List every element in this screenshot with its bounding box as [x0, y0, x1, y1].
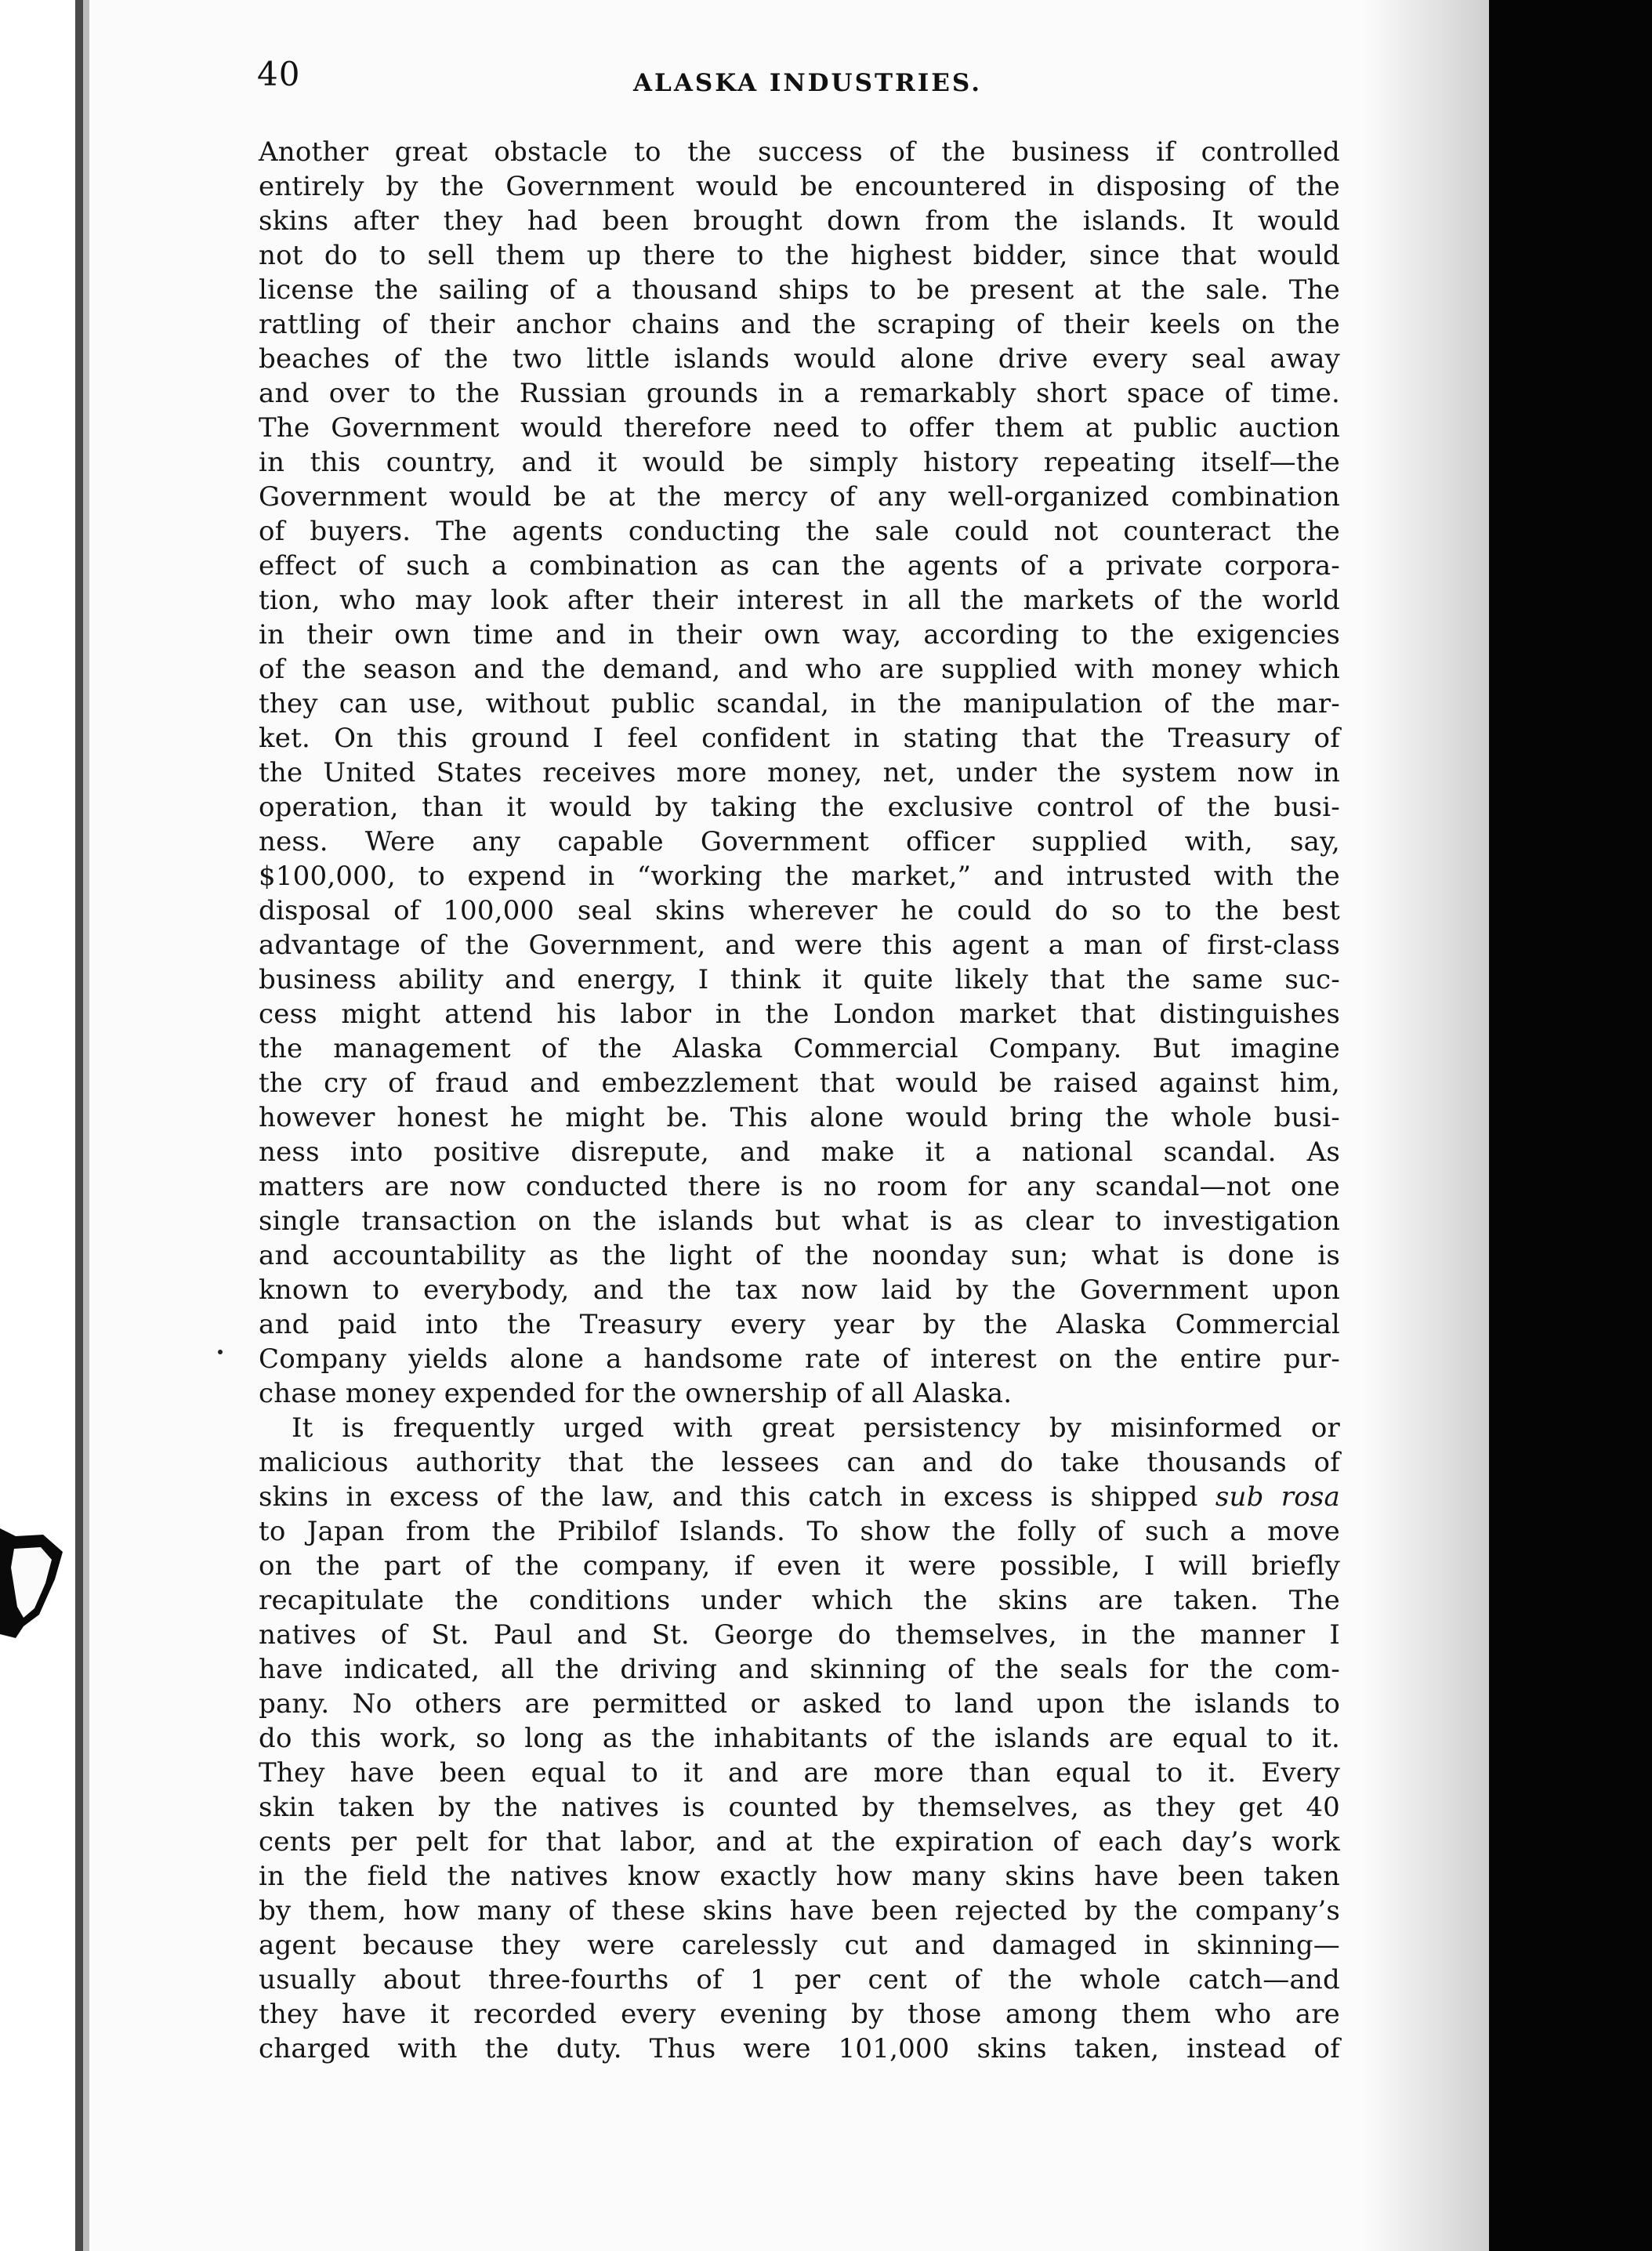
text-line: business ability and energy, I think it quite likely that the same suc-	[259, 964, 1340, 995]
text-line: known to everybody, and the tax now laid by the Government upon	[259, 1274, 1340, 1306]
text-line: Another great obstacle to the success of the business if controlled	[259, 136, 1340, 168]
text-line: skins after they had been brought down from the islands. It would	[259, 205, 1340, 237]
text-line: effect of such a combination as can the agents of a private corpora-	[259, 550, 1340, 582]
page-number: 40	[257, 55, 301, 93]
text-line: have indicated, all the driving and skinning of the seals for the com-	[259, 1654, 1340, 1685]
text-line: matters are now conducted there is no room for any scandal—not one	[259, 1171, 1340, 1202]
text-line: license the sailing of a thousand ships to be present at the sale. The	[259, 274, 1340, 306]
text-line: the United States receives more money, net, under the system now in	[259, 757, 1340, 788]
text-line: It is frequently urged with great persistency by misinformed or	[292, 1412, 1340, 1444]
text-line: to Japan from the Pribilof Islands. To show the folly of such a move	[259, 1516, 1340, 1547]
text-line: advantage of the Government, and were this agent a man of first-class	[259, 930, 1340, 961]
text-line: tion, who may look after their interest in all the markets of the world	[259, 585, 1340, 616]
text-line: single transaction on the islands but what is as clear to investigation	[259, 1205, 1340, 1237]
paragraph-1	[259, 135, 1340, 1411]
text-line: in their own time and in their own way, according to the exigencies	[259, 619, 1340, 651]
text-line: $100,000, to expend in “working the market,” and intrusted with the	[259, 861, 1340, 892]
text-line: ness. Were any capable Government officer supplied with, say,	[259, 826, 1340, 857]
text-line: the cry of fraud and embezzlement that would be raised against him,	[259, 1068, 1340, 1099]
text-line: malicious authority that the lessees can and do take thousands of	[259, 1447, 1340, 1478]
text-line: entirely by the Government would be encountered in disposing of the	[259, 171, 1340, 202]
text-line: operation, than it would by taking the exclusive control of the busi-	[259, 792, 1340, 823]
text-line: natives of St. Paul and St. George do themselves, in the manner I	[259, 1619, 1340, 1651]
text-line: they can use, without public scandal, in the manipulation of the mar-	[259, 688, 1340, 720]
text-line: in the field the natives know exactly how many skins have been taken	[259, 1861, 1340, 1892]
scan-border-right	[1489, 0, 1652, 2251]
text-line: on the part of the company, if even it were possible, I will briefly	[259, 1550, 1340, 1582]
text-line: and paid into the Treasury every year by the Alaska Commercial	[259, 1309, 1340, 1340]
text-line: not do to sell them up there to the highest bidder, since that would	[259, 240, 1340, 271]
scan-edge-left-soft	[83, 0, 89, 2251]
text-line: however honest he might be. This alone would bring the whole busi-	[259, 1102, 1340, 1133]
text-line: agent because they were carelessly cut and damaged in skinning—	[259, 1930, 1340, 1961]
page-shadow	[1364, 0, 1489, 2251]
text-line: cess might attend his labor in the London market that distinguishes	[259, 999, 1340, 1030]
paragraph-2	[259, 1411, 1340, 2066]
text-line: disposal of 100,000 seal skins wherever he could do so to the best	[259, 895, 1340, 926]
text-line: in this country, and it would be simply history repeating itself—the	[259, 447, 1340, 478]
text-line: cents per pelt for that labor, and at the expiration of each day’s work	[259, 1826, 1340, 1858]
text-line: of buyers. The agents conducting the sale could not counteract the	[259, 516, 1340, 547]
scan-edge-left	[75, 0, 83, 2251]
margin-dot	[218, 1350, 223, 1354]
body-text	[259, 135, 1340, 2066]
text-line: the management of the Alaska Commercial Company. But imagine	[259, 1033, 1340, 1064]
text-line: Company yields alone a handsome rate of interest on the entire pur-	[259, 1343, 1340, 1375]
text-line: They have been equal to it and are more than equal to it. Every	[259, 1757, 1340, 1789]
text-line: and over to the Russian grounds in a remarkably short space of time.	[259, 378, 1340, 409]
text-line: rattling of their anchor chains and the scraping of their keels on the	[259, 309, 1340, 340]
text-line: beaches of the two little islands would alone drive every seal away	[259, 343, 1340, 375]
text-line: of the season and the demand, and who are supplied with money which	[259, 654, 1340, 685]
text-line: ket. On this ground I feel confident in stating that the Treasury of	[259, 723, 1340, 754]
text-line: The Government would therefore need to offer them at public auction	[259, 412, 1340, 444]
text-line: do this work, so long as the inhabitants of the islands are equal to it.	[259, 1723, 1340, 1754]
margin-bracket-mark	[0, 1521, 71, 1646]
text-line: and accountability as the light of the noonday sun; what is done is	[259, 1240, 1340, 1271]
text-line: recapitulate the conditions under which the skins are taken. The	[259, 1585, 1340, 1616]
text-line: skins in excess of the law, and this catch in excess is shipped sub rosa	[259, 1481, 1340, 1513]
text-line: skin taken by the natives is counted by themselves, as they get 40	[259, 1792, 1340, 1823]
text-line: charged with the duty. Thus were 101,000 skins taken, instead of	[259, 2033, 1340, 2064]
italic-phrase: sub rosa	[1215, 1481, 1340, 1513]
text-line: Government would be at the mercy of any well-organized combination	[259, 481, 1340, 513]
text-line: they have it recorded every evening by those among them who are	[259, 1999, 1340, 2030]
text-line: by them, how many of these skins have been rejected by the company’s	[259, 1895, 1340, 1927]
text-line: usually about three-fourths of 1 per cent of the whole catch—and	[259, 1964, 1340, 1995]
running-head: ALASKA INDUSTRIES.	[633, 69, 982, 97]
text-line: ness into positive disrepute, and make it a national scandal. As	[259, 1136, 1340, 1168]
text-line: pany. No others are permitted or asked to land upon the islands to	[259, 1688, 1340, 1720]
text-line: chase money expended for the ownership of all Alaska.	[259, 1378, 1013, 1409]
